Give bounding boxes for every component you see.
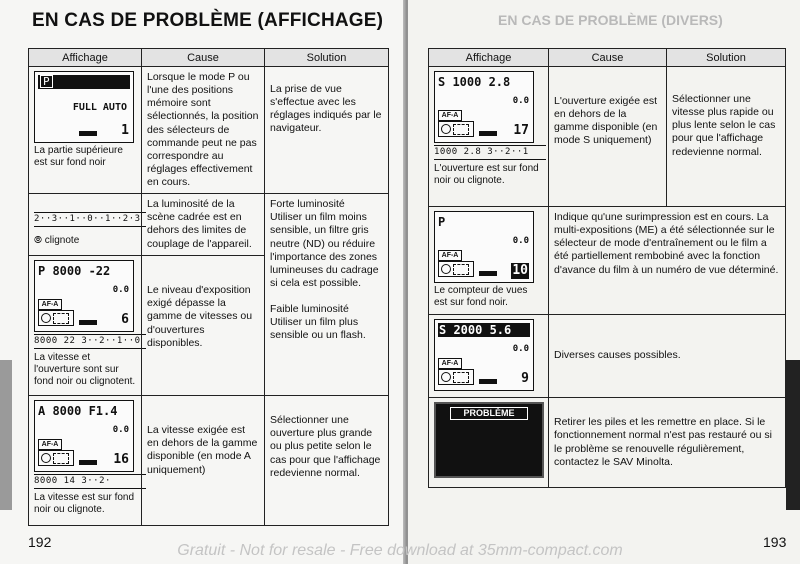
lcd-readout: A 8000 F1.4 [38, 404, 118, 419]
solution-cell: Sélectionner une ouverture plus grande ou plus petite selon le cas pour que l'affichage redevienne normal. [265, 396, 389, 526]
metering-icon [38, 450, 74, 466]
display-caption: clignote [44, 235, 80, 247]
lcd-ev: 0.0 [512, 344, 529, 354]
cause-cell: Lorsque le mode P ou l'une des positions mémoire sont sélectionnés, la position des sélecteurs de commande peut ne pas correspondre au réglages effectivement en cours. [142, 67, 265, 194]
table-row [29, 396, 389, 526]
col-header-solution: Solution [265, 49, 389, 67]
viewfinder-strip: 8000 22 3··2··1··0 [34, 334, 146, 349]
display-caption: La vitesse et l'ouverture sont sur fond noir ou clignotent. [34, 352, 136, 388]
blink-icon: ⦾ [34, 235, 45, 247]
af-a-label: AF-A [38, 439, 62, 450]
lcd-display [434, 71, 534, 143]
battery-icon [479, 131, 497, 136]
problem-screen-text: PROBLÈME [450, 407, 528, 420]
lcd-readout: P [438, 215, 446, 229]
af-a-label: AF-A [38, 299, 62, 310]
metering-icon [38, 310, 74, 326]
display-cell [29, 67, 142, 194]
troubleshooting-table-left [28, 48, 389, 526]
lcd-full-auto: FULL AUTO [72, 102, 127, 113]
table-row [29, 194, 389, 256]
display-cell [429, 398, 549, 488]
lcd-frame-counter: 9 [521, 370, 529, 386]
lcd-frame-counter: 1 [121, 122, 129, 138]
section-tab [0, 360, 12, 510]
col-header-cause: Cause [549, 49, 667, 67]
solution-cell: La prise de vue s'effectue avec les réglages indiqués par le navigateur. [265, 67, 389, 194]
display-cell [429, 315, 549, 398]
battery-icon [479, 271, 497, 276]
cause-cell: L'ouverture exigée est en dehors de la gamme disponible (en mode S uniquement) [549, 67, 667, 207]
problem-screen [434, 402, 544, 478]
cause-cell: La vitesse exigée est en dehors de la gamme disponible (en mode A uniquement) [142, 396, 265, 526]
table-row [29, 67, 389, 194]
right-page [408, 0, 800, 564]
lcd-frame-counter: 17 [513, 122, 529, 138]
lcd-frame-counter: 6 [121, 311, 129, 327]
cause-cell: Retirer les piles et les remettre en place. Si le fonctionnement normal n'est pas restauré ou si le problème se renouvelle régulièrement, contactez le SAV Minolta. [549, 398, 786, 488]
footer-watermark: Gratuit - Not for resale - Free download at 35mm-compact.com [177, 542, 623, 559]
display-cell [29, 194, 142, 256]
display-cell [429, 67, 549, 207]
col-header-cause: Cause [142, 49, 265, 67]
display-caption: L'ouverture est sur fond noir ou clignote. [434, 163, 539, 187]
battery-icon [79, 320, 97, 325]
table-row [429, 207, 786, 315]
lcd-ev: 0.0 [512, 96, 529, 106]
af-a-label: AF-A [438, 110, 462, 121]
cause-cell: La luminosité de la scène cadrée est en dehors des limites de couplage de l'appareil. [142, 194, 265, 256]
lcd-display [34, 71, 134, 143]
table-row [429, 398, 786, 488]
troubleshooting-table-right [428, 48, 786, 488]
metering-icon [438, 121, 474, 137]
lcd-display [434, 211, 534, 283]
metering-icon [438, 261, 474, 277]
cause-cell: Le niveau d'exposition exigé dépasse la gamme de vitesses ou d'ouvertures disponibles. [142, 256, 265, 396]
exposure-scale: 2··3··1··0··1··2·3 [34, 212, 146, 227]
solution-cell: Forte luminosité Utiliser un film moins sensible, un filtre gris neutre (ND) ou réduire l'importance des zones lumineuses du cadrage si cela est possible. Faible luminosité Utiliser un film plus sensible ou un flash. [265, 194, 389, 396]
lcd-ev: 0.0 [112, 285, 129, 296]
lcd-frame-counter: 10 [512, 262, 528, 278]
col-header-display: Affichage [29, 49, 142, 67]
lcd-display [34, 260, 134, 332]
lcd-readout: P 8000 -22 [38, 264, 111, 279]
section-tab [786, 360, 800, 510]
bleed-through-title: EN CAS DE PROBLÈME (DIVERS) [498, 12, 723, 28]
lcd-frame-counter: 16 [113, 451, 129, 467]
page-title: EN CAS DE PROBLÈME (AFFICHAGE) [32, 10, 384, 31]
table-row [429, 67, 786, 207]
af-a-label: AF-A [438, 358, 462, 369]
battery-icon [79, 131, 97, 136]
display-caption: La vitesse est sur fond noir ou clignote. [34, 492, 135, 516]
col-header-solution: Solution [667, 49, 786, 67]
solution-cell: Sélectionner une vitesse plus rapide ou plus lente selon le cas pour que l'affichage redevienne normal. [667, 67, 786, 207]
battery-icon [79, 460, 97, 465]
lcd-ev: 0.0 [512, 236, 529, 246]
display-caption: Le compteur de vues est sur fond noir. [434, 285, 528, 308]
metering-icon [438, 369, 474, 385]
display-cell [29, 396, 142, 526]
cause-cell: Diverses causes possibles. [549, 315, 786, 398]
display-caption: La partie supérieure est sur fond noir [34, 145, 123, 168]
battery-icon [479, 379, 497, 384]
lcd-readout: S 2000 5.6 [438, 323, 530, 337]
page-number: 192 [28, 534, 52, 550]
col-header-display: Affichage [429, 49, 549, 67]
lcd-display [434, 319, 534, 391]
lcd-display [34, 400, 134, 472]
lcd-mode: P [40, 75, 53, 88]
viewfinder-strip: 8000 14 3··2· [34, 474, 146, 489]
cause-cell: Indique qu'une surimpression est en cours. La multi-expositions (ME) a été sélectionnée sur le sélecteur de mode d'entraînement ou le film a été partiellement rembobiné avec la fonction d'avance du film à un numéro de vue déterminé. [549, 207, 786, 315]
display-cell [429, 207, 549, 315]
display-cell [29, 256, 142, 396]
lcd-readout: S 1000 2.8 [438, 75, 511, 89]
lcd-ev: 0.0 [112, 425, 129, 436]
page-number: 193 [763, 534, 787, 550]
table-row [429, 315, 786, 398]
af-a-label: AF-A [438, 250, 462, 261]
viewfinder-strip: 1000 2.8 3··2··1 [434, 145, 546, 160]
